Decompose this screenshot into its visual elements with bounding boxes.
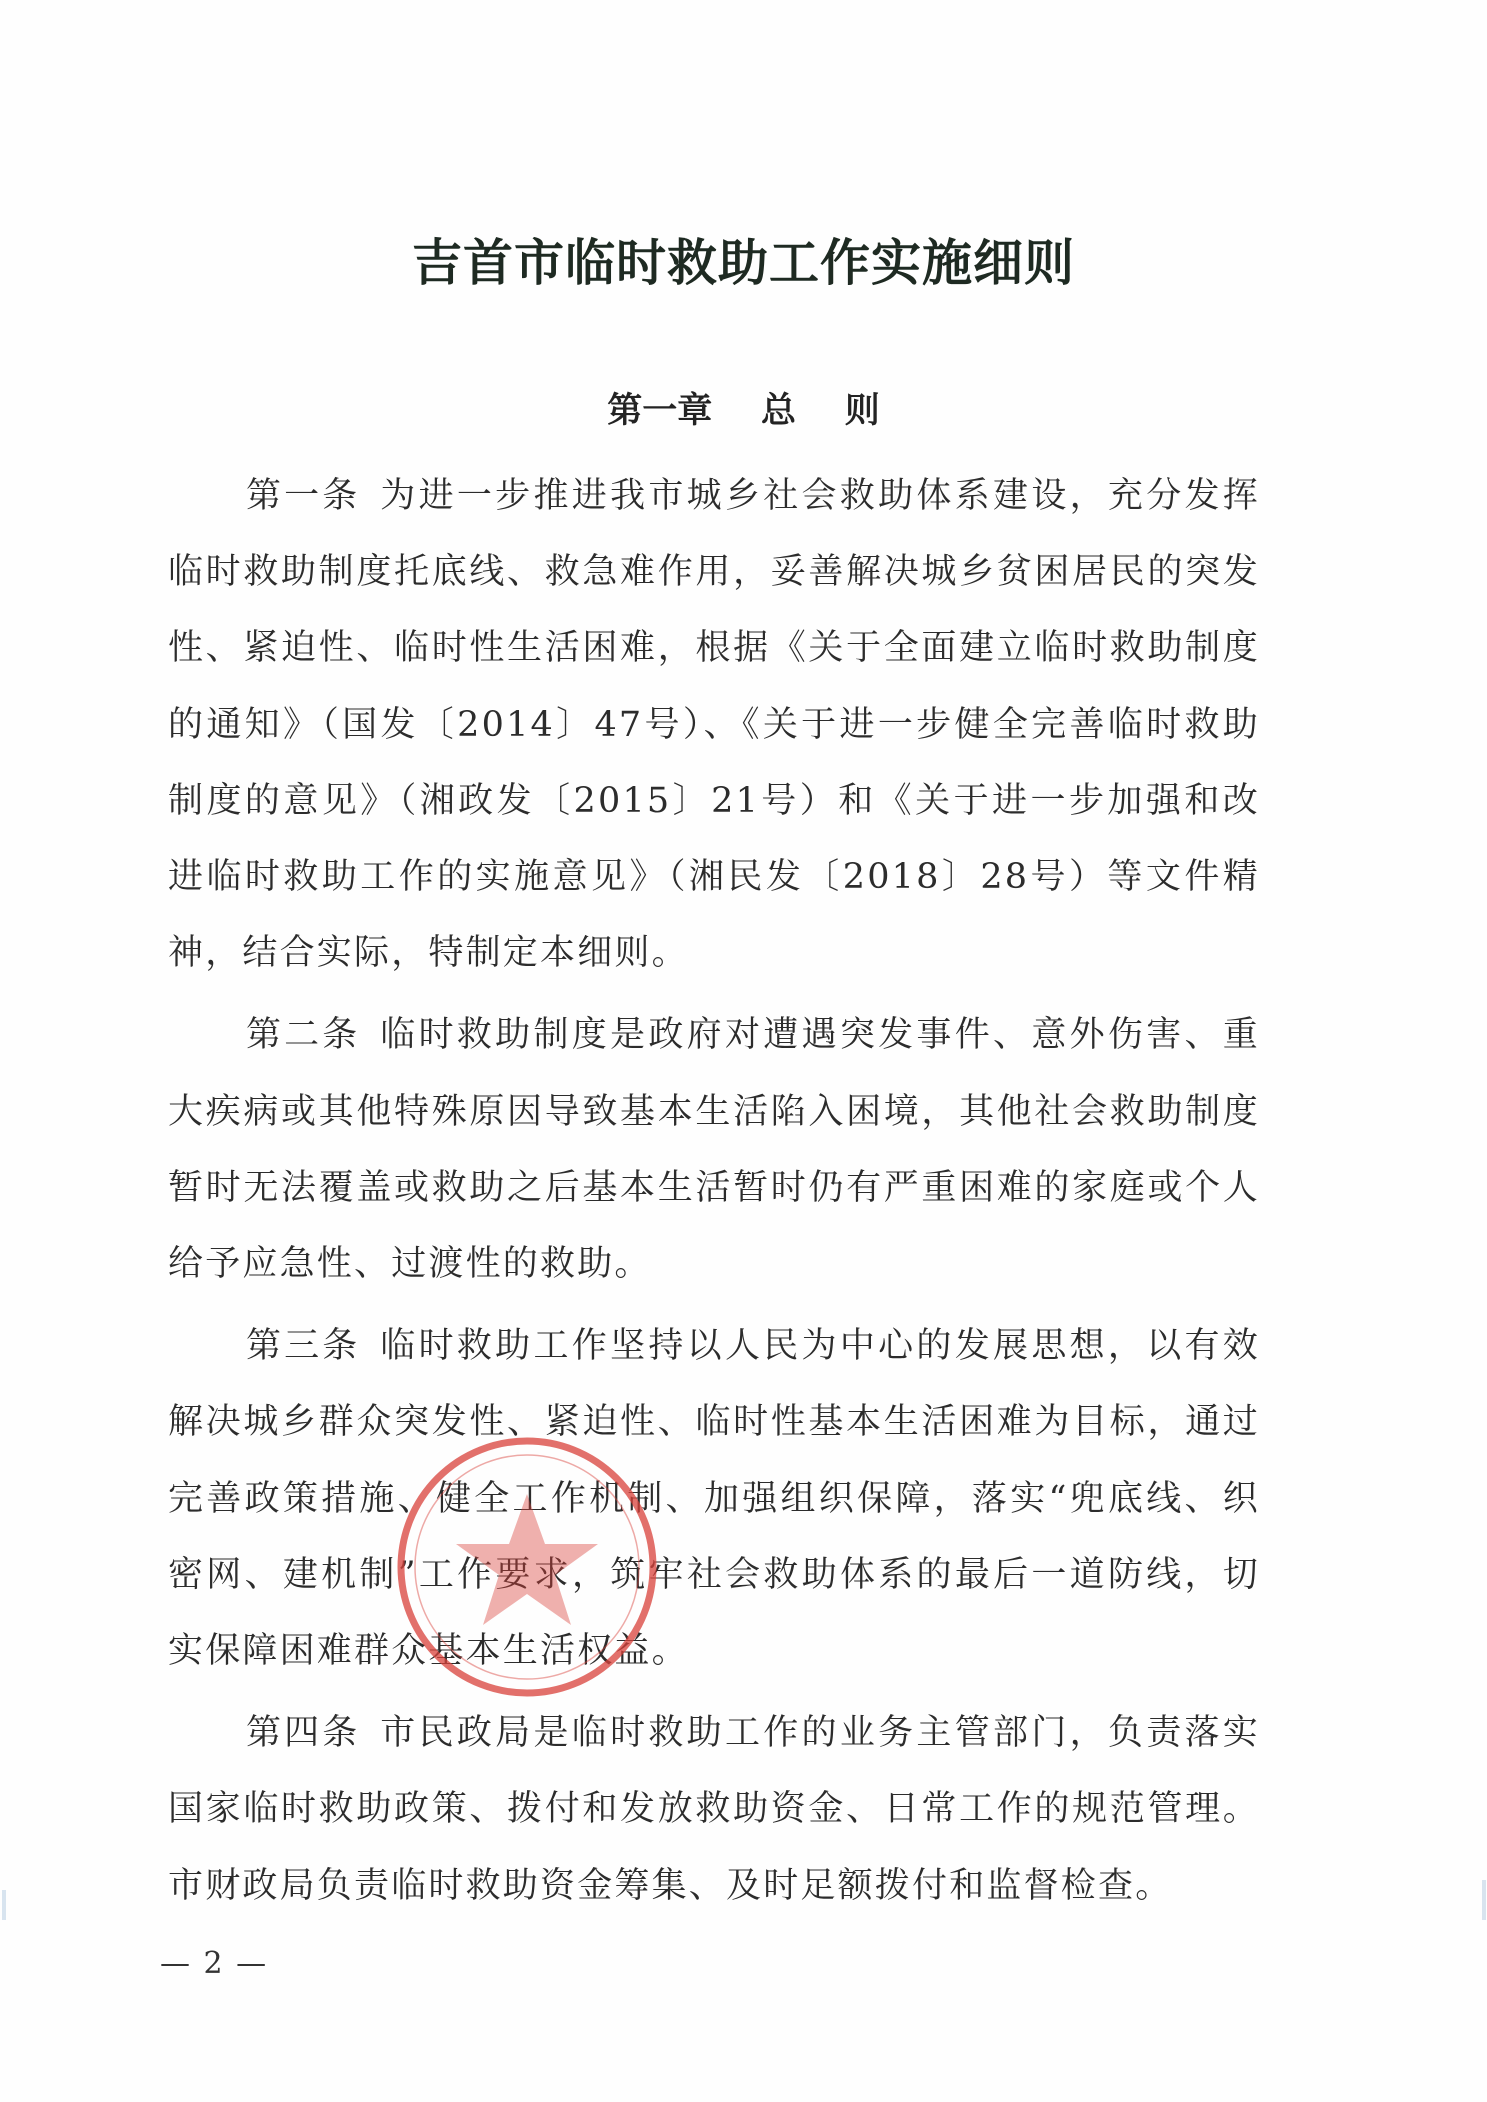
scan-edge-mark: [1482, 1880, 1486, 1920]
article-number: 第一条: [246, 476, 361, 516]
chapter-heading: 第一章 总 则: [607, 391, 880, 431]
article-number: 第三条: [246, 1326, 361, 1367]
page-number: — 2 —: [160, 1946, 269, 1981]
article-2: [168, 997, 1260, 1302]
article-4: [168, 1695, 1260, 1924]
article-1: [168, 458, 1260, 991]
scan-edge-mark: [2, 1890, 6, 1920]
article-text: 市民政局是临时救助工作的业务主管部门，负责落实国家临时救助政策、拨付和发放救助资金、日常工作的规范管理。市财政局负责临时救助资金筹集、及时足额拨付和监督检查。: [168, 1713, 1260, 1906]
article-number: 第二条: [246, 1015, 361, 1056]
article-text: 临时救助制度是政府对遭遇突发事件、意外伤害、重大疾病或其他特殊原因导致基本生活陷入困境，其他社会救助制度暂时无法覆盖或救助之后基本生活暂时仍有严重困难的家庭或个人给予应急性、过渡性的救助。: [168, 1015, 1260, 1285]
article-text: 为进一步推进我市城乡社会救助体系建设，充分发挥临时救助制度托底线、救急难作用，妥善解决城乡贫困居民的突发性、紧迫性、临时性生活困难，根据《关于全面建立临时救助制度的通知》（国发〔2014〕47号）、《关于进一步健全完善临时救助制度的意见》（湘政发〔2015〕21号）和《关于进一步加强和改进临时救助工作的实施意见》（湘民发〔2018〕28号）等文件精神，结合实际，特制定本细则。: [168, 476, 1260, 974]
document-body: [168, 458, 1260, 1930]
article-text: 临时救助工作坚持以人民为中心的发展思想，以有效解决城乡群众突发性、紧迫性、临时性基本生活困难为目标，通过完善政策措施、健全工作机制、加强组织保障，落实“兜底线、织密网、建机制”工作要求，筑牢社会救助体系的最后一道防线，切实保障困难群众基本生活权益。: [168, 1326, 1260, 1672]
document-title: 吉首市临时救助工作实施细则: [412, 234, 1075, 292]
article-3: [168, 1308, 1260, 1689]
article-number: 第四条: [246, 1713, 361, 1754]
